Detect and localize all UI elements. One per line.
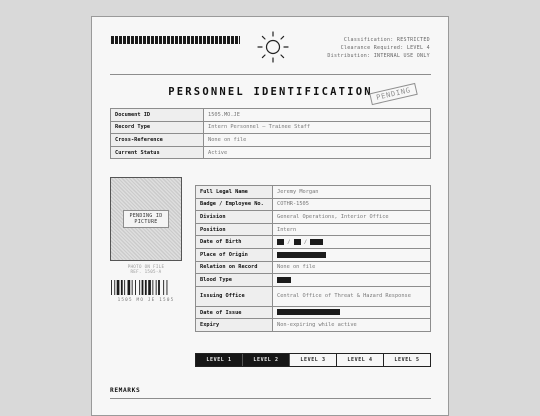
clearance-text: Clearance Required: LEVEL 4 xyxy=(340,45,430,51)
position-label: Position xyxy=(196,223,273,236)
details-table xyxy=(195,185,431,332)
classification-text: Classification: RESTRICTED xyxy=(343,37,430,43)
level-2-cell: LEVEL 2 xyxy=(243,354,290,366)
date-of-birth-label: Date of Birth xyxy=(196,236,273,249)
photo-caption-line-2: REF. 1505-A xyxy=(130,269,162,274)
remarks-heading: REMARKS xyxy=(110,387,141,394)
id-photo-placeholder xyxy=(110,177,182,261)
level-5-cell: LEVEL 5 xyxy=(384,354,430,366)
table-row xyxy=(196,261,431,274)
table-row xyxy=(196,236,431,249)
redaction-block xyxy=(277,309,340,315)
relation-value: None on file xyxy=(273,261,431,274)
table-row xyxy=(111,109,431,122)
place-of-origin-value xyxy=(273,248,431,261)
document-id-value: 1505.MO.JE xyxy=(204,109,431,122)
full-name-label: Full Legal Name xyxy=(196,186,273,199)
redaction-block xyxy=(310,239,323,245)
issuing-office-label: Issuing Office xyxy=(196,286,273,306)
redaction-block xyxy=(277,277,291,283)
redaction-block xyxy=(294,239,301,245)
pending-stamp: PENDING xyxy=(369,83,418,105)
relation-label: Relation on Record xyxy=(196,261,273,274)
redaction-block xyxy=(277,252,326,258)
photo-placeholder-label: PENDING ID PICTURE xyxy=(123,210,169,228)
table-row xyxy=(196,211,431,224)
cross-reference-value: None on file xyxy=(204,134,431,147)
table-row xyxy=(111,146,431,159)
level-1-cell: LEVEL 1 xyxy=(196,354,243,366)
expiry-value: Non-expiring while active xyxy=(273,319,431,332)
distribution-text: Distribution: INTERNAL USE ONLY xyxy=(327,53,430,59)
blood-type-label: Blood Type xyxy=(196,274,273,287)
date-of-issue-value xyxy=(273,306,431,319)
level-3-cell: LEVEL 3 xyxy=(290,354,337,366)
table-row xyxy=(196,186,431,199)
division-label: Division xyxy=(196,211,273,224)
table-row xyxy=(111,121,431,134)
photo-caption xyxy=(110,264,182,274)
barcode-number: 1505 MO JE 1505 xyxy=(117,298,175,303)
header-divider xyxy=(110,74,431,75)
table-row xyxy=(196,223,431,236)
redacted-header-bar xyxy=(111,36,240,44)
table-row xyxy=(196,198,431,211)
date-of-birth-value xyxy=(273,236,431,249)
date-of-issue-label: Date of Issue xyxy=(196,306,273,319)
table-row xyxy=(196,274,431,287)
record-table xyxy=(110,108,431,159)
badge-label: Badge / Employee No. xyxy=(196,198,273,211)
sun-emblem-icon xyxy=(254,28,292,66)
place-of-origin-label: Place of Origin xyxy=(196,248,273,261)
table-row xyxy=(196,286,431,306)
dob-separator: / xyxy=(303,239,308,246)
issuing-office-value: Central Office of Threat & Hazard Response xyxy=(273,286,431,306)
table-row xyxy=(111,134,431,147)
barcode-icon xyxy=(111,280,181,295)
personnel-document xyxy=(91,16,449,416)
cross-reference-label: Cross-Reference xyxy=(111,134,204,147)
division-value: General Operations, Interior Office xyxy=(273,211,431,224)
position-value: Intern xyxy=(273,223,431,236)
remarks-divider xyxy=(110,398,431,399)
clearance-levels xyxy=(195,353,431,367)
record-type-label: Record Type xyxy=(111,121,204,134)
expiry-label: Expiry xyxy=(196,319,273,332)
table-row xyxy=(196,319,431,332)
redaction-block xyxy=(277,239,284,245)
level-4-cell: LEVEL 4 xyxy=(337,354,384,366)
current-status-value: Active xyxy=(204,146,431,159)
table-row xyxy=(196,306,431,319)
dob-separator: / xyxy=(287,239,291,246)
badge-value: COTHR-1505 xyxy=(273,198,431,211)
table-row xyxy=(196,248,431,261)
page-title: PERSONNEL IDENTIFICATION xyxy=(168,86,373,98)
record-type-value: Intern Personnel — Trainee Staff xyxy=(204,121,431,134)
document-id-label: Document ID xyxy=(111,109,204,122)
photo-caption-line-1: PHOTO ON FILE xyxy=(127,264,165,269)
current-status-label: Current Status xyxy=(111,146,204,159)
full-name-value: Jeremy Morgan xyxy=(273,186,431,199)
classification-block xyxy=(327,36,430,60)
blood-type-value xyxy=(273,274,431,287)
